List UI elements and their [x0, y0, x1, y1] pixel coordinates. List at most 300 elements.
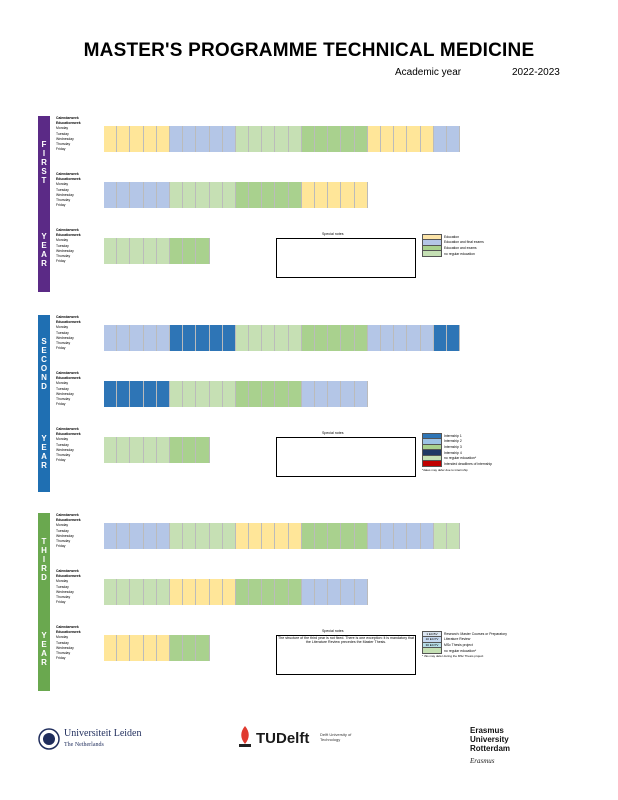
date-cell — [302, 600, 315, 605]
year-label-bar — [38, 315, 50, 492]
year-ordinal-letter: I — [42, 555, 46, 565]
year-word-letter: A — [41, 250, 47, 260]
date-cell — [328, 147, 341, 152]
year-ordinal-letter: R — [41, 157, 47, 167]
legend-label: Intended deadlines of internship — [444, 461, 493, 466]
row-label: Educationweek — [56, 432, 81, 437]
day-row — [55, 203, 368, 208]
row-label: Wednesday — [56, 192, 74, 197]
date-cell — [355, 147, 368, 152]
date-cell — [104, 259, 117, 264]
date-cell — [355, 346, 368, 351]
date-cell — [328, 402, 341, 407]
row-label: Wednesday — [56, 447, 74, 452]
day-row — [55, 147, 460, 152]
calendar-grid — [55, 569, 368, 605]
date-cell — [196, 600, 209, 605]
row-label: Tuesday — [56, 187, 69, 192]
row-label: Tuesday — [56, 640, 69, 645]
date-cell — [117, 346, 130, 351]
row-label: Wednesday — [56, 391, 74, 396]
date-cell — [157, 147, 170, 152]
tudelft-name: TUDelft — [256, 730, 310, 747]
date-cell — [328, 203, 341, 208]
row-label: Monday — [56, 126, 69, 131]
date-cell — [249, 544, 262, 549]
date-cell — [117, 458, 130, 463]
date-cell — [407, 544, 420, 549]
date-cell — [130, 147, 143, 152]
row-label: Calendarweek — [56, 172, 79, 176]
date-cell — [183, 259, 196, 264]
date-cell — [196, 544, 209, 549]
special-notes-box — [276, 238, 416, 278]
year-ordinal-letters — [41, 337, 47, 391]
date-cell — [117, 656, 130, 661]
year-ordinal-letter: E — [41, 345, 47, 355]
date-cell — [170, 656, 183, 661]
year-word-letters — [41, 232, 47, 268]
row-label: Thursday — [56, 452, 71, 457]
date-cell — [170, 147, 183, 152]
year-ordinal-letter: T — [41, 537, 47, 547]
date-cell — [157, 259, 170, 264]
row-label: Wednesday — [56, 645, 74, 650]
date-cell — [381, 544, 394, 549]
date-cell — [289, 346, 302, 351]
row-label: Educationweek — [56, 630, 81, 635]
tudelft-logo — [236, 724, 352, 757]
date-cell — [144, 402, 157, 407]
date-cell — [170, 259, 183, 264]
date-cell — [289, 402, 302, 407]
date-cell — [130, 544, 143, 549]
date-cell — [289, 203, 302, 208]
date-cell — [210, 600, 223, 605]
row-label: Friday — [56, 600, 66, 605]
date-cell — [130, 203, 143, 208]
date-cell — [157, 458, 170, 463]
calendar-grid — [55, 371, 368, 407]
year-word-letter: R — [41, 259, 47, 269]
date-cell — [249, 147, 262, 152]
date-cell — [210, 203, 223, 208]
year-label-bar — [38, 116, 50, 292]
calendar-grid — [55, 427, 210, 463]
date-cell — [117, 203, 130, 208]
date-cell — [381, 147, 394, 152]
row-label: Tuesday — [56, 330, 69, 335]
date-cell — [275, 147, 288, 152]
year-word-letter: A — [41, 648, 47, 658]
day-row — [55, 544, 460, 549]
date-cell — [196, 203, 209, 208]
row-label: Friday — [56, 402, 66, 407]
erasmus-name: Erasmus University Rotterdam — [470, 726, 511, 753]
date-cell — [157, 402, 170, 407]
date-cell — [130, 346, 143, 351]
row-label: Friday — [56, 147, 66, 152]
date-cell — [117, 147, 130, 152]
date-cell — [170, 402, 183, 407]
row-label: Educationweek — [56, 574, 81, 579]
legend-item — [422, 648, 507, 654]
date-cell — [210, 402, 223, 407]
erasmus-logo — [470, 726, 530, 765]
date-cell — [236, 203, 249, 208]
date-cell — [183, 656, 196, 661]
date-cell — [236, 346, 249, 351]
row-label: Tuesday — [56, 442, 69, 447]
date-cell — [315, 346, 328, 351]
date-cell — [328, 346, 341, 351]
date-cell — [328, 544, 341, 549]
date-cell — [421, 147, 434, 152]
row-label: Calendarweek — [56, 513, 79, 517]
calendar-grid — [55, 625, 210, 661]
row-label: Thursday — [56, 650, 71, 655]
day-row — [55, 402, 368, 407]
date-cell — [434, 346, 447, 351]
date-cell — [144, 203, 157, 208]
date-cell — [196, 656, 209, 661]
date-cell — [394, 346, 407, 351]
date-cell — [196, 346, 209, 351]
row-label: Thursday — [56, 340, 71, 345]
year-word-letter: E — [41, 639, 47, 649]
date-cell — [368, 544, 381, 549]
year-word-letter: Y — [41, 232, 47, 242]
leiden-seal-icon — [38, 722, 60, 756]
date-cell — [302, 147, 315, 152]
row-label: Friday — [56, 259, 66, 264]
row-label: Calendarweek — [56, 569, 79, 573]
legend-swatch — [422, 460, 442, 467]
year-label-bar — [38, 513, 50, 691]
row-label: Friday — [56, 203, 66, 208]
date-cell — [223, 346, 236, 351]
year-ordinal-letter: S — [41, 336, 47, 346]
date-cell — [236, 402, 249, 407]
row-label: Wednesday — [56, 136, 74, 141]
legend — [422, 234, 484, 256]
date-cell — [104, 656, 117, 661]
date-cell — [341, 147, 354, 152]
date-cell — [275, 600, 288, 605]
date-cell — [183, 544, 196, 549]
year-ordinal-letters — [41, 140, 47, 185]
row-label: Friday — [56, 544, 66, 549]
row-label: Monday — [56, 523, 69, 528]
row-label: Educationweek — [56, 233, 81, 238]
legend-label: Research: Master Courses or Preparatory — [444, 631, 507, 636]
legend-label: Internship 3 — [444, 444, 462, 449]
date-cell — [144, 147, 157, 152]
date-cell — [117, 402, 130, 407]
row-label: Calendarweek — [56, 427, 79, 431]
date-cell — [249, 203, 262, 208]
date-cell — [104, 458, 117, 463]
date-cell — [289, 600, 302, 605]
date-cell — [289, 544, 302, 549]
date-cell — [117, 544, 130, 549]
date-cell — [315, 203, 328, 208]
date-cell — [407, 147, 420, 152]
date-cell — [275, 402, 288, 407]
year-ordinal-letter: C — [41, 354, 47, 364]
row-label: Tuesday — [56, 386, 69, 391]
date-cell — [183, 147, 196, 152]
row-label: Friday — [56, 656, 66, 661]
date-cell — [407, 346, 420, 351]
date-cell — [262, 544, 275, 549]
day-row — [55, 656, 210, 661]
date-cell — [196, 147, 209, 152]
row-label: Monday — [56, 635, 69, 640]
legend-footnote: * this may defer during the MSc Thesis project — [422, 654, 484, 659]
row-label: Tuesday — [56, 528, 69, 533]
year-ordinal-letter: I — [42, 148, 46, 158]
date-cell — [421, 346, 434, 351]
year-word-letter: R — [41, 657, 47, 667]
date-cell — [196, 402, 209, 407]
date-cell — [262, 402, 275, 407]
date-cell — [249, 600, 262, 605]
row-label: Calendarweek — [56, 116, 79, 120]
date-cell — [210, 544, 223, 549]
date-cell — [157, 656, 170, 661]
row-label: Friday — [56, 458, 66, 463]
date-cell — [210, 147, 223, 152]
legend-label: Education — [444, 234, 460, 239]
row-label: Educationweek — [56, 320, 81, 325]
date-cell — [434, 147, 447, 152]
row-label: Calendarweek — [56, 625, 79, 629]
date-cell — [130, 600, 143, 605]
legend-swatch: 30 EC/7V — [422, 642, 442, 649]
date-cell — [381, 346, 394, 351]
date-cell — [104, 544, 117, 549]
day-row — [55, 346, 460, 351]
date-cell — [355, 544, 368, 549]
date-cell — [236, 544, 249, 549]
row-label: Thursday — [56, 141, 71, 146]
date-cell — [275, 346, 288, 351]
row-label: Monday — [56, 579, 69, 584]
date-cell — [183, 346, 196, 351]
row-label: Calendarweek — [56, 228, 79, 232]
year-ordinal-letter: F — [41, 139, 47, 149]
date-cell — [368, 346, 381, 351]
legend-item — [422, 461, 492, 467]
date-cell — [447, 346, 460, 351]
date-cell — [302, 346, 315, 351]
date-cell — [355, 203, 368, 208]
row-label: Tuesday — [56, 584, 69, 589]
row-label: Monday — [56, 182, 69, 187]
calendar-grid — [55, 116, 460, 152]
date-cell — [223, 600, 236, 605]
date-cell — [394, 147, 407, 152]
leiden-sub: The Netherlands — [64, 742, 104, 748]
day-row — [55, 259, 210, 264]
date-cell — [196, 458, 209, 463]
row-label: Thursday — [56, 253, 71, 258]
legend-label: MSc Thesis project — [444, 642, 473, 647]
date-cell — [315, 147, 328, 152]
year-ordinal-letter: T — [41, 175, 47, 185]
date-cell — [394, 544, 407, 549]
date-cell — [117, 259, 130, 264]
special-notes-box: The structure of the third year is not fixed. There is one exception: it is mandatory that the Literature Review precedes the Master Thesis. — [276, 635, 416, 675]
year-ordinal-letter: S — [41, 166, 47, 176]
row-label: Monday — [56, 238, 69, 243]
legend-item — [422, 251, 484, 257]
date-cell — [170, 544, 183, 549]
date-cell — [262, 600, 275, 605]
row-label: Calendarweek — [56, 315, 79, 319]
calendar-grid — [55, 513, 460, 549]
legend-label: no regular education* — [444, 648, 477, 653]
row-label: Thursday — [56, 538, 71, 543]
date-cell — [421, 544, 434, 549]
calendar-grid — [55, 315, 460, 351]
row-label: Thursday — [56, 594, 71, 599]
legend-swatch: 1 EC/5V — [422, 631, 442, 638]
legend-swatch — [422, 250, 442, 257]
date-cell — [104, 402, 117, 407]
academic-year-label: Academic year — [395, 67, 462, 78]
date-cell — [144, 544, 157, 549]
day-row — [55, 600, 368, 605]
legend-label: Education and exams — [444, 245, 477, 250]
page-title: MASTER'S PROGRAMME TECHNICAL MEDICINE — [83, 40, 535, 61]
row-label: Wednesday — [56, 533, 74, 538]
date-cell — [223, 544, 236, 549]
row-label: Tuesday — [56, 243, 69, 248]
year-ordinal-letter: R — [41, 564, 47, 574]
year-ordinal-letter: H — [41, 546, 47, 556]
legend-label: no regular education — [444, 251, 475, 256]
date-cell — [289, 147, 302, 152]
year-ordinal-letter: D — [41, 381, 47, 391]
erasmus-signature: Erasmus — [470, 757, 495, 765]
date-cell — [447, 544, 460, 549]
date-cell — [183, 402, 196, 407]
year-ordinal-letter: D — [41, 573, 47, 583]
row-label: Monday — [56, 381, 69, 386]
date-cell — [434, 544, 447, 549]
date-cell — [223, 402, 236, 407]
date-cell — [302, 402, 315, 407]
date-cell — [196, 259, 209, 264]
date-cell — [341, 600, 354, 605]
date-cell — [144, 600, 157, 605]
date-cell — [275, 544, 288, 549]
legend-footnote: *dates may defer due to internship — [422, 467, 468, 472]
year-word-letters — [41, 434, 47, 470]
row-label: Monday — [56, 325, 69, 330]
row-label: Educationweek — [56, 177, 81, 182]
year-ordinal-letter: O — [40, 363, 48, 373]
date-cell — [157, 203, 170, 208]
date-cell — [130, 458, 143, 463]
date-cell — [104, 147, 117, 152]
legend — [422, 631, 507, 658]
date-cell — [249, 402, 262, 407]
date-cell — [157, 346, 170, 351]
date-cell — [275, 203, 288, 208]
legend-label: no regular education* — [444, 456, 477, 461]
legend-label: Internship 4 — [444, 450, 462, 455]
special-notes-label: Special notes — [322, 431, 344, 435]
date-cell — [144, 458, 157, 463]
date-cell — [223, 203, 236, 208]
date-cell — [144, 656, 157, 661]
date-cell — [144, 346, 157, 351]
date-cell — [130, 656, 143, 661]
date-cell — [170, 600, 183, 605]
date-cell — [104, 600, 117, 605]
leiden-name: Universiteit Leiden — [64, 728, 142, 739]
day-row — [55, 458, 210, 463]
date-cell — [315, 402, 328, 407]
date-cell — [341, 544, 354, 549]
row-label: Tuesday — [56, 131, 69, 136]
date-cell — [104, 203, 117, 208]
date-cell — [341, 203, 354, 208]
special-notes-label: Special notes — [322, 232, 344, 236]
row-label: Thursday — [56, 396, 71, 401]
date-cell — [262, 346, 275, 351]
date-cell — [157, 600, 170, 605]
year-ordinal-letters — [41, 537, 47, 582]
date-cell — [170, 203, 183, 208]
calendar-grid — [55, 228, 210, 264]
date-cell — [368, 147, 381, 152]
tudelft-sub: Delft University of Technology — [320, 732, 352, 742]
legend — [422, 433, 492, 472]
row-label: Educationweek — [56, 376, 81, 381]
legend-label: Education and final exams — [444, 240, 484, 245]
leiden-logo — [38, 722, 142, 761]
date-cell — [183, 600, 196, 605]
tudelft-flame-icon — [236, 724, 254, 752]
date-cell — [210, 346, 223, 351]
year-word-letters — [41, 631, 47, 667]
date-cell — [144, 259, 157, 264]
year-word-letter: Y — [41, 630, 47, 640]
date-cell — [117, 600, 130, 605]
legend-label: Internship 2 — [444, 439, 462, 444]
date-cell — [130, 259, 143, 264]
legend-label: Literature Review — [444, 637, 471, 642]
date-cell — [183, 203, 196, 208]
year-word-letter: R — [41, 461, 47, 471]
row-label: Calendarweek — [56, 371, 79, 375]
row-label: Educationweek — [56, 518, 81, 523]
legend-swatch: 10 EC/7V — [422, 636, 442, 643]
date-cell — [262, 203, 275, 208]
date-cell — [262, 147, 275, 152]
date-cell — [302, 203, 315, 208]
date-cell — [355, 402, 368, 407]
date-cell — [104, 346, 117, 351]
date-cell — [183, 458, 196, 463]
date-cell — [341, 402, 354, 407]
year-word-letter: A — [41, 452, 47, 462]
row-label: Friday — [56, 346, 66, 351]
